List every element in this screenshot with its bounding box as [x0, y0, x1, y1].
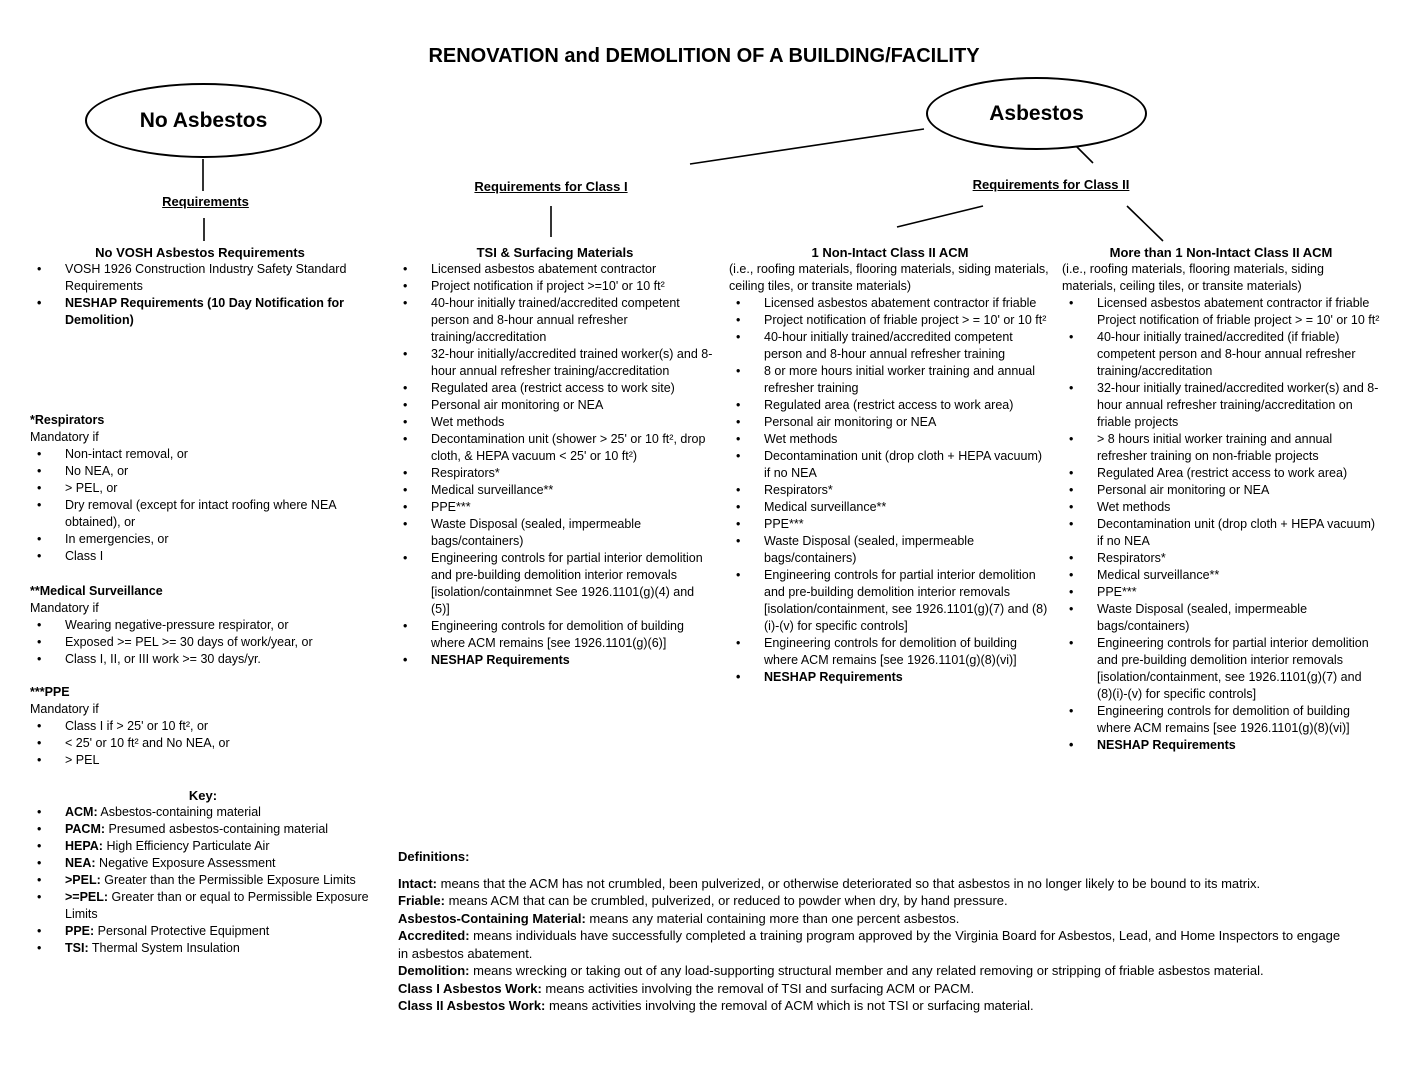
list-item: • 40-hour initially trained/accredited competent person and 8-hour annual refresher training: [729, 329, 1051, 363]
list-item: • Decontamination unit (drop cloth + HEPA vacuum) if no NEA: [729, 448, 1051, 482]
medical-heading: **Medical Surveillance: [30, 584, 163, 598]
requirements-class1-heading: Requirements for Class I: [474, 179, 628, 194]
list-item: • Waste Disposal (sealed, impermeable bags/containers): [1062, 601, 1380, 635]
list-item: • ACM: Asbestos-containing material: [30, 804, 376, 821]
list-item: • > PEL: [30, 752, 376, 769]
list-item: • Class I: [30, 548, 376, 565]
list-item: • 32-hour initially/accredited trained worker(s) and 8-hour annual refresher training/accreditation: [396, 346, 714, 380]
list-item: • Respirators*: [729, 482, 1051, 499]
list-item: • NESHAP Requirements: [396, 652, 714, 669]
col2-class1-section: [396, 244, 714, 669]
list-item: • No NEA, or: [30, 463, 376, 480]
list-item: • PPE: Personal Protective Equipment: [30, 923, 376, 940]
list-item: • > PEL, or: [30, 480, 376, 497]
definition-item: Accredited: means individuals have successfully completed a training program approved by the Virginia Board for Asbestos, Lead, and Home Inspectors to engage in asbestos abatement.: [398, 928, 1341, 961]
asbestos-node: [926, 77, 1147, 150]
list-item: • 32-hour initially trained/accredited worker(s) and 8-hour annual refresher training/accreditation on friable projects: [1062, 380, 1380, 431]
col3-one-acm-section: [729, 244, 1051, 686]
key-section: [30, 787, 376, 957]
list-item: • Engineering controls for partial interior demolition and pre-building demolition interior removals [isolation/containmnet See 1926.1101(g)(4) and (5)]: [396, 550, 714, 618]
list-item: • Respirators*: [1062, 550, 1380, 567]
list-item: • Engineering controls for demolition of building where ACM remains [see 1926.1101(g)(6)]: [396, 618, 714, 652]
list-item: • Licensed asbestos abatement contractor: [396, 261, 714, 278]
list-item: • Licensed asbestos abatement contractor if friable: [1062, 295, 1380, 312]
list-item: • Medical surveillance**: [729, 499, 1051, 516]
list-item: • Exposed >= PEL >= 30 days of work/year, or: [30, 634, 376, 651]
list-item: • Waste Disposal (sealed, impermeable bags/containers): [396, 516, 714, 550]
list-item: • In emergencies, or: [30, 531, 376, 548]
list-item: • Class I, II, or III work >= 30 days/yr.: [30, 651, 376, 668]
list-item: • Regulated area (restrict access to work site): [396, 380, 714, 397]
ppe-condition: Mandatory if: [30, 702, 99, 716]
list-item: • 40-hour initially trained/accredited competent person and 8-hour annual refresher training/accreditation: [396, 295, 714, 346]
list-item: • PPE***: [396, 499, 714, 516]
list-item: • Project notification of friable project > = 10' or 10 ft²: [729, 312, 1051, 329]
list-item: • < 25' or 10 ft² and No NEA, or: [30, 735, 376, 752]
list-item: • NEA: Negative Exposure Assessment: [30, 855, 376, 872]
connector-line: [897, 206, 983, 227]
list-item: • Wearing negative-pressure respirator, or: [30, 617, 376, 634]
list-item: • HEPA: High Efficiency Particulate Air: [30, 838, 376, 855]
medical-list: [30, 617, 376, 668]
list-item: • Decontamination unit (shower > 25' or 10 ft², drop cloth, & HEPA vacuum < 25' or 10 ft²): [396, 431, 714, 465]
asbestos-label: Asbestos: [989, 102, 1084, 125]
key-list: [30, 804, 376, 957]
col3-heading: 1 Non-Intact Class II ACM: [811, 245, 969, 260]
list-item: • Class I if > 25' or 10 ft², or: [30, 718, 376, 735]
col4-list: [1062, 295, 1380, 754]
list-item: • Regulated Area (restrict access to work area): [1062, 465, 1380, 482]
list-item: • PPE***: [729, 516, 1051, 533]
no-asbestos-label: No Asbestos: [139, 109, 268, 132]
ppe-heading: ***PPE: [30, 685, 70, 699]
list-item: • PACM: Presumed asbestos-containing material: [30, 821, 376, 838]
definitions-heading: Definitions:: [398, 849, 470, 864]
col4-more-acm-section: [1062, 244, 1380, 754]
definitions-section: [398, 848, 1350, 1015]
key-heading: Key:: [188, 788, 218, 803]
col4-subtitle: (i.e., roofing materials, flooring materials, siding materials, ceiling tiles, or transite materials): [1062, 262, 1324, 293]
list-item: • Medical surveillance**: [1062, 567, 1380, 584]
list-item: Project notification of friable project > = 10' or 10 ft²: [1097, 313, 1380, 327]
requirements-heading: Requirements: [162, 194, 249, 209]
definition-item: Intact: means that the ACM has not crumbled, been pulverized, or otherwise deteriorated so that asbestos in no longer likely to be bound to its matrix.: [398, 875, 1261, 891]
respirators-section: [30, 412, 376, 565]
no-asbestos-node: [85, 83, 322, 158]
definition-item: Friable: means ACM that can be crumbled, pulverized, or reduced to powder when dry, by hand pressure.: [398, 893, 1008, 908]
definition-item: Class II Asbestos Work: means activities involving the removal of ACM which is not TSI or surfacing material.: [398, 998, 1034, 1013]
definition-item: Demolition: means wrecking or taking out of any load-supporting structural member and any related removing or stripping of friable asbestos material.: [398, 963, 1264, 978]
medical-condition: Mandatory if: [30, 601, 99, 615]
list-item: • Licensed asbestos abatement contractor if friable: [729, 295, 1051, 312]
list-item: • NESHAP Requirements (10 Day Notification for Demolition): [30, 295, 370, 329]
list-item: • Personal air monitoring or NEA: [396, 397, 714, 414]
list-item: • NESHAP Requirements: [729, 669, 1051, 686]
connector-line: [1127, 206, 1163, 241]
list-item: • Personal air monitoring or NEA: [729, 414, 1051, 431]
col3-list: [729, 295, 1051, 686]
col2-heading: TSI & Surfacing Materials: [476, 245, 634, 260]
list-item: • Engineering controls for demolition of building where ACM remains [see 1926.1101(g)(8)(vi)]: [1062, 703, 1380, 737]
col1-list: [30, 261, 370, 329]
list-item: • Personal air monitoring or NEA: [1062, 482, 1380, 499]
list-item: • > 8 hours initial worker training and annual refresher training on non-friable projects: [1062, 431, 1380, 465]
respirators-condition: Mandatory if: [30, 430, 99, 444]
list-item: • Wet methods: [1062, 499, 1380, 516]
list-item: • >PEL: Greater than the Permissible Exposure Limits: [30, 872, 376, 889]
list-item: • Medical surveillance**: [396, 482, 714, 499]
list-item: • NESHAP Requirements: [1062, 737, 1380, 754]
respirators-list: [30, 446, 376, 565]
col1-no-vosh-section: [30, 244, 370, 329]
list-item: • Engineering controls for demolition of building where ACM remains [see 1926.1101(g)(8)(vi)]: [729, 635, 1051, 669]
list-item: • Regulated area (restrict access to work area): [729, 397, 1051, 414]
list-item: • Waste Disposal (sealed, impermeable bags/containers): [729, 533, 1051, 567]
respirators-heading: *Respirators: [30, 413, 105, 427]
list-item: • >=PEL: Greater than or equal to Permissible Exposure Limits: [30, 889, 376, 923]
ppe-section: [30, 684, 376, 769]
list-item: • Project notification if project >=10' or 10 ft²: [396, 278, 714, 295]
list-item: • Dry removal (except for intact roofing where NEA obtained), or: [30, 497, 376, 531]
list-item: • TSI: Thermal System Insulation: [30, 940, 376, 957]
requirements-class2-heading: Requirements for Class II: [972, 177, 1130, 192]
col2-list: [396, 261, 714, 669]
list-item: • Wet methods: [729, 431, 1051, 448]
list-item: • Non-intact removal, or: [30, 446, 376, 463]
connector-line: [690, 129, 924, 164]
col1-heading: No VOSH Asbestos Requirements: [95, 245, 305, 260]
list-item: • PPE***: [1062, 584, 1380, 601]
ppe-list: [30, 718, 376, 769]
col3-subtitle: (i.e., roofing materials, flooring materials, siding materials, ceiling tiles, or transite materials): [729, 262, 1049, 293]
list-item: • 40-hour initially trained/accredited (if friable) competent person and 8-hour annual refresher training/accreditation: [1062, 329, 1380, 380]
list-item: • Engineering controls for partial interior demolition and pre-building demolition interior removals [isolation/containment, see 1926.1101(g)(7) and (8)(i)-(v) for specific controls]: [1062, 635, 1380, 703]
list-item: • Wet methods: [396, 414, 714, 431]
list-item: • 8 or more hours initial worker training and annual refresher training: [729, 363, 1051, 397]
list-item: • VOSH 1926 Construction Industry Safety Standard Requirements: [30, 261, 370, 295]
medical-section: [30, 583, 376, 668]
col4-heading: More than 1 Non-Intact Class II ACM: [1109, 245, 1333, 260]
definition-item: Class I Asbestos Work: means activities involving the removal of TSI and surfacing ACM or PACM.: [398, 980, 975, 996]
list-item: • Decontamination unit (drop cloth + HEPA vacuum) if no NEA: [1062, 516, 1380, 550]
page-title: RENOVATION and DEMOLITION OF A BUILDING/FACILITY: [428, 45, 980, 67]
list-item: • Engineering controls for partial interior demolition and pre-building demolition interior removals [isolation/containment, see 1926.1101(g)(7) and (8)(i)-(v) for specific controls]: [729, 567, 1051, 635]
list-item: • Respirators*: [396, 465, 714, 482]
definition-item: Asbestos-Containing Material: means any material containing more than one percent asbestos.: [398, 910, 960, 926]
definitions-list: [398, 875, 1350, 1015]
